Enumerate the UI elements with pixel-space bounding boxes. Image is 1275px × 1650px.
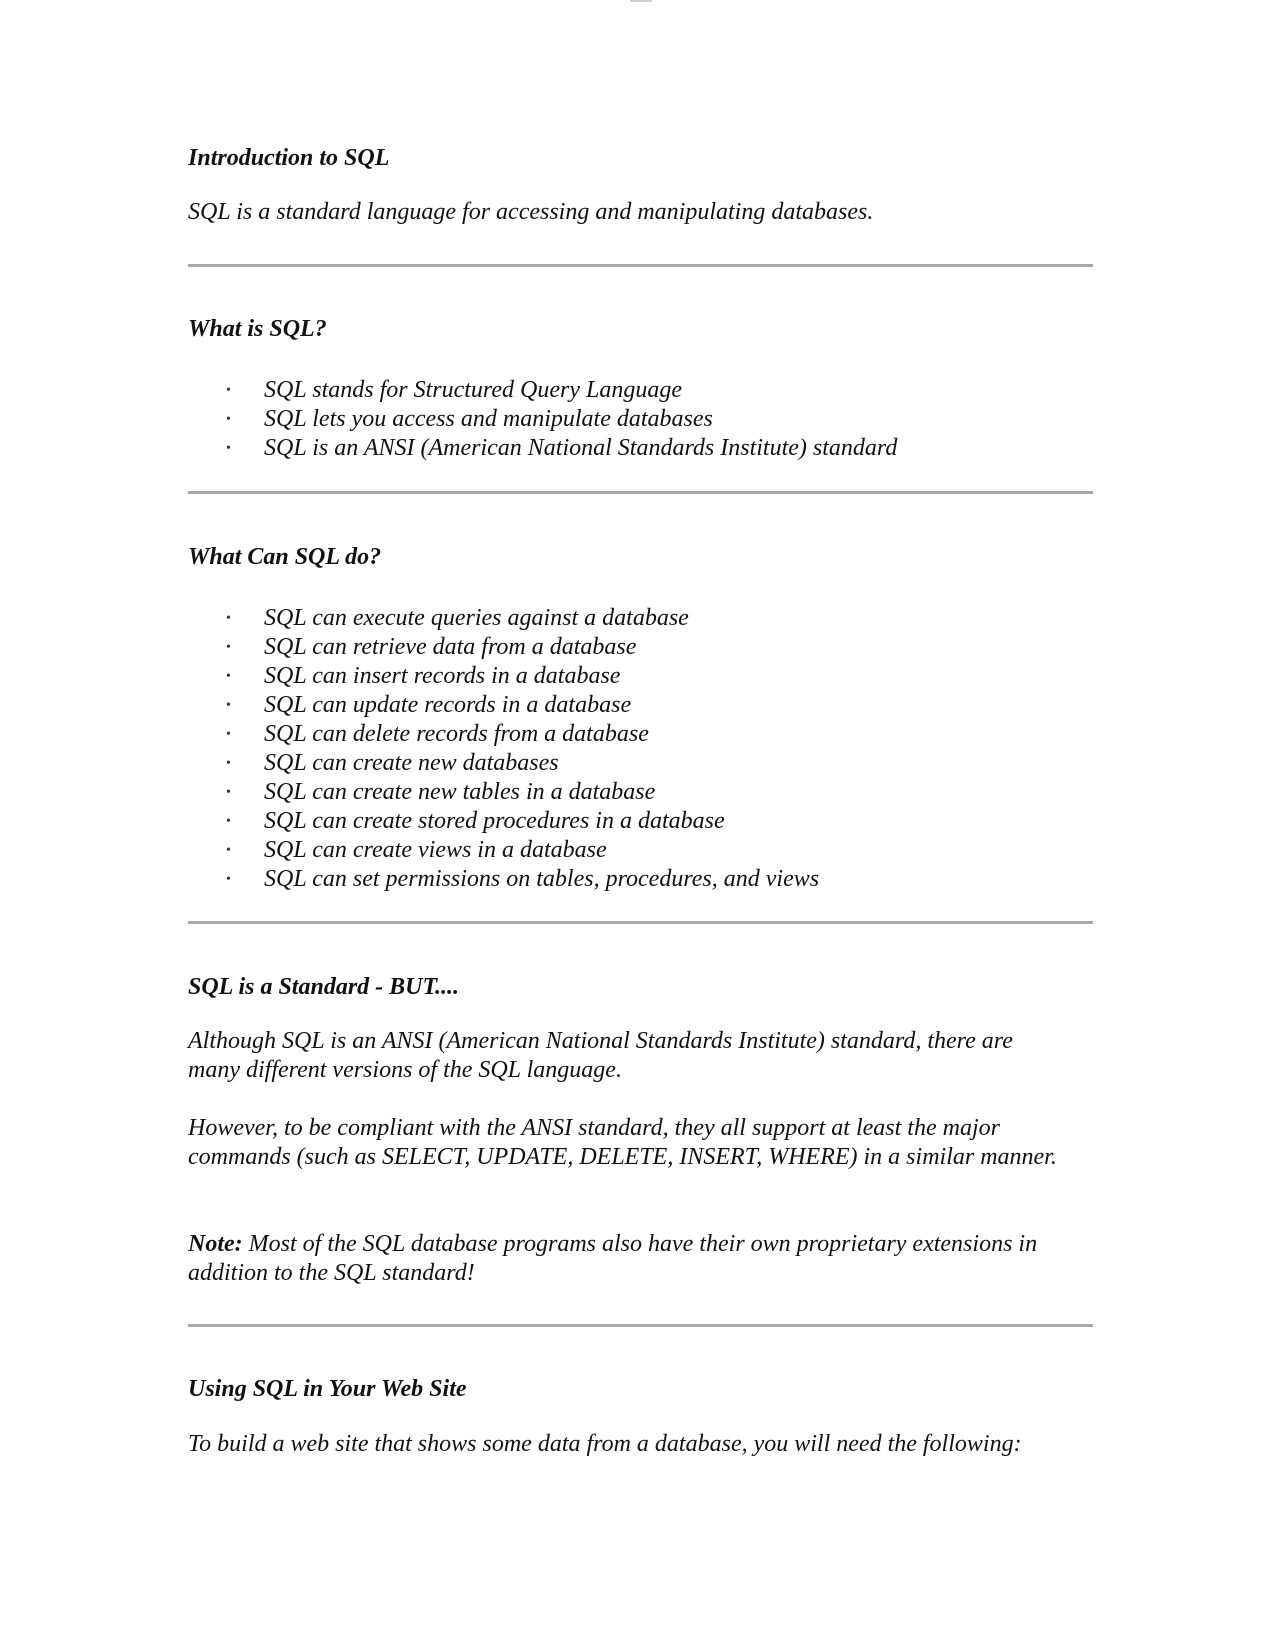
section-divider [188, 1324, 1093, 1327]
section-introduction [188, 143, 1093, 173]
list-item [188, 865, 1093, 894]
note-text: Most of the SQL database programs also have their own proprietary extensions in addition to the SQL standard! [188, 1231, 1038, 1286]
list-item [188, 749, 1093, 778]
list-item [188, 836, 1093, 865]
list-item-text: SQL can update records in a database [264, 692, 632, 718]
list-item-text: SQL can delete records from a database [264, 721, 649, 747]
list-item [188, 434, 1093, 463]
list-item-text: SQL is an ANSI (American National Standards Institute) standard [264, 435, 898, 461]
section-heading: Using SQL in Your Web Site [188, 1376, 467, 1402]
bullet-icon: • [226, 843, 231, 858]
standard-paragraph-1: Although SQL is an ANSI (American National Standards Institute) standard, there are many different versions of the SQL language. [188, 1028, 1013, 1083]
list-item-text: SQL can create new tables in a database [264, 779, 656, 805]
list-item-text: SQL can create views in a database [264, 837, 607, 863]
note-label: Note: [188, 1231, 243, 1257]
section-heading: Introduction to SQL [188, 145, 390, 171]
list-item [188, 633, 1093, 662]
list-item [188, 720, 1093, 749]
section-divider [188, 264, 1093, 267]
bullet-icon: • [226, 698, 231, 713]
list-item [188, 691, 1093, 720]
list-item-text: SQL can execute queries against a database [264, 605, 689, 631]
web-site-paragraph: To build a web site that shows some data from a database, you will need the following: [188, 1431, 1022, 1457]
section-heading: What Can SQL do? [188, 544, 382, 570]
bullet-icon: • [226, 669, 231, 684]
bullet-icon: • [226, 383, 231, 398]
section-heading: What is SQL? [188, 316, 327, 342]
list-item-text: SQL can create stored procedures in a database [264, 808, 725, 834]
bullet-icon: • [226, 872, 231, 887]
bullet-icon: • [226, 785, 231, 800]
list-item-text: SQL can retrieve data from a database [264, 634, 637, 660]
list-item [188, 604, 1093, 633]
section-divider [188, 921, 1093, 924]
bullet-icon: • [226, 814, 231, 829]
list-item-text: SQL can insert records in a database [264, 663, 621, 689]
top-page-mark [630, 0, 652, 2]
list-item [188, 807, 1093, 836]
bullet-icon: • [226, 441, 231, 456]
list-item [188, 662, 1093, 691]
bullet-icon: • [226, 412, 231, 427]
list-item [188, 778, 1093, 807]
note-paragraph [188, 1230, 1093, 1288]
what-is-sql-list [188, 376, 1093, 463]
section-divider [188, 491, 1093, 494]
standard-paragraph-2: However, to be compliant with the ANSI standard, they all support at least the major commands (such as SELECT, UPDATE, DELETE, INSERT, WHERE) in a similar manner. [188, 1115, 1057, 1170]
bullet-icon: • [226, 727, 231, 742]
list-item-text: SQL lets you access and manipulate databases [264, 406, 713, 432]
list-item [188, 376, 1093, 405]
list-item [188, 405, 1093, 434]
list-item-text: SQL can set permissions on tables, procedures, and views [264, 866, 820, 892]
section-heading: SQL is a Standard - BUT.... [188, 974, 459, 1000]
bullet-icon: • [226, 611, 231, 626]
what-can-sql-do-list [188, 604, 1093, 894]
list-item-text: SQL can create new databases [264, 750, 559, 776]
intro-paragraph: SQL is a standard language for accessing and manipulating databases. [188, 199, 874, 225]
list-item-text: SQL stands for Structured Query Language [264, 377, 683, 403]
bullet-icon: • [226, 640, 231, 655]
bullet-icon: • [226, 756, 231, 771]
